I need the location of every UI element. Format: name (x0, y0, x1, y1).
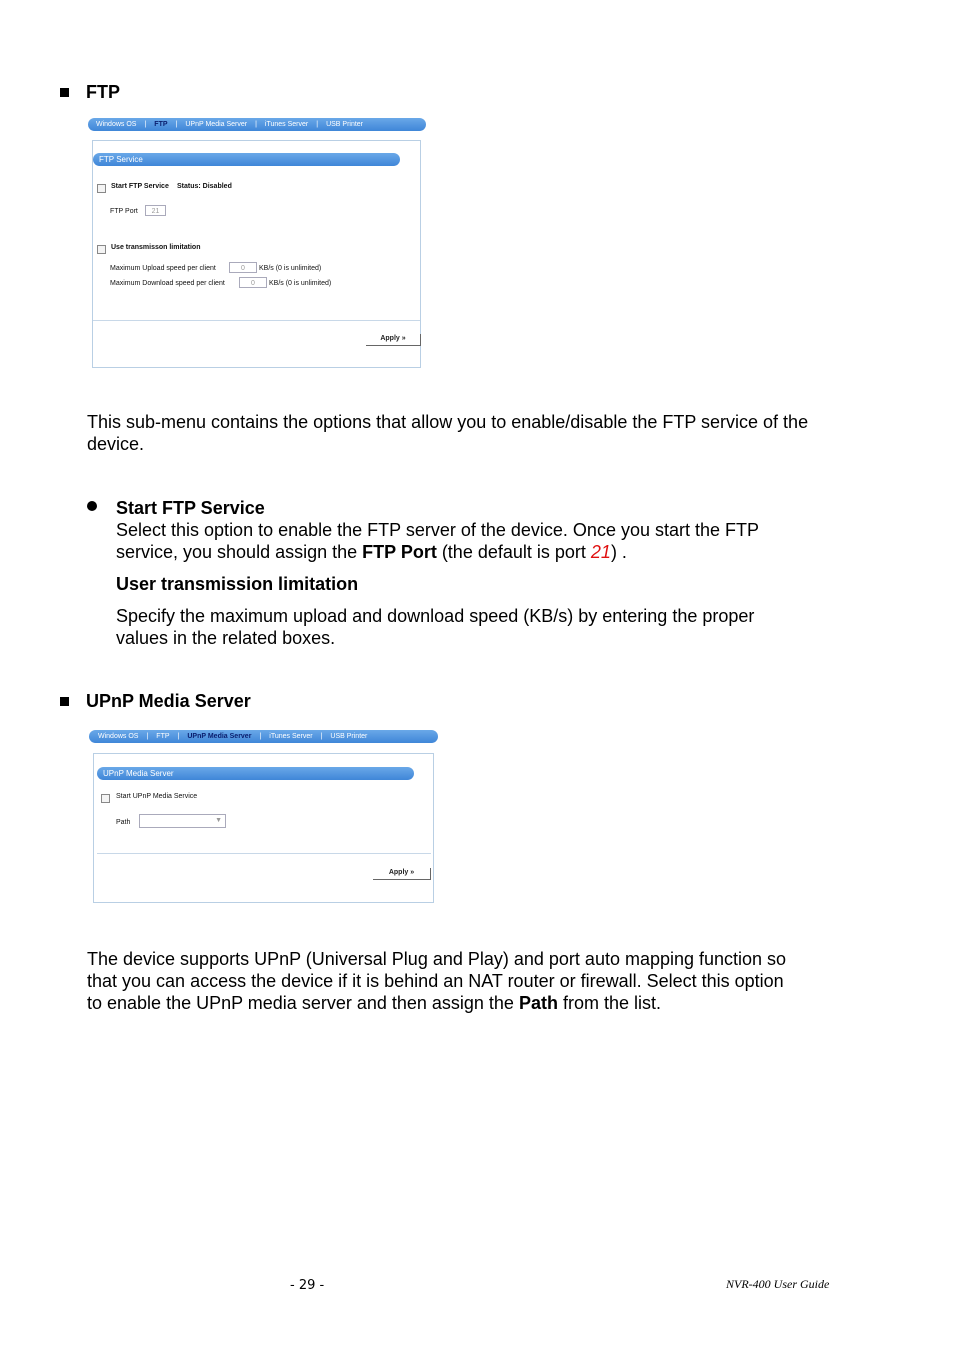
path-select[interactable] (139, 814, 226, 828)
start-upnp-label: Start UPnP Media Service (116, 793, 198, 800)
ftp-port-label: FTP Port (110, 208, 138, 215)
tab-ftp[interactable]: FTP (154, 121, 168, 128)
ftp-status-label: Status: Disabled (177, 183, 232, 190)
tab-usb-printer[interactable]: USB Printer (326, 121, 364, 128)
tab-windows-os[interactable]: Windows OS (96, 121, 137, 128)
nav-separator: | (144, 121, 147, 128)
guide-name: NVR-400 User Guide (726, 1277, 830, 1291)
ftp-nav-bar (88, 118, 426, 131)
nav-separator: | (146, 733, 149, 740)
start-ftp-desc-2e: ) . (610, 542, 627, 562)
nav-separator: | (316, 121, 319, 128)
tab-upnp-media-server[interactable]: UPnP Media Server (187, 733, 252, 740)
upnp-heading-text: UPnP Media Server (86, 691, 251, 711)
start-ftp-label: Start FTP Service (111, 183, 169, 190)
chevron-down-icon: ▼ (215, 817, 222, 824)
ftp-panel-title: FTP Service (93, 153, 400, 166)
path-label: Path (116, 819, 131, 826)
download-speed-input[interactable]: 0 (239, 277, 267, 288)
start-ftp-title: Start FTP Service (116, 498, 265, 518)
upnp-heading (60, 691, 251, 712)
start-ftp-desc-1: Select this option to enable the FTP server of the device. Once you start the FTP (116, 520, 759, 540)
page-number: - 29 - (290, 1278, 325, 1293)
user-limit-title: User transmission limitation (116, 574, 359, 594)
nav-separator: | (255, 121, 257, 128)
tab-itunes-server[interactable]: iTunes Server (269, 733, 313, 740)
ftp-intro-paragraph: This sub-menu contains the options that allow you to enable/disable the FTP service of the device. (87, 412, 809, 454)
upnp-nav-bar (89, 730, 438, 743)
start-ftp-desc-2a: service, you should assign the (116, 542, 363, 562)
tab-usb-printer[interactable]: USB Printer (330, 733, 368, 740)
tab-upnp-media-server[interactable]: UPnP Media Server (185, 121, 248, 128)
upload-speed-input[interactable]: 0 (229, 262, 257, 273)
upnp-apply-button[interactable]: Apply » (373, 868, 431, 880)
start-ftp-block (116, 497, 856, 563)
user-limit-desc-2: values in the related boxes. (116, 628, 336, 648)
square-bullet-icon (60, 88, 69, 97)
user-limit-desc (116, 605, 856, 649)
upnp-line-3c: from the list. (557, 993, 661, 1013)
panel-divider (97, 853, 431, 854)
upload-unit-label: KB/s (0 is unlimited) (259, 265, 322, 272)
ftp-port-term: FTP Port (362, 542, 437, 562)
nav-separator: | (177, 733, 180, 740)
path-term: Path (518, 993, 558, 1013)
upnp-panel-title: UPnP Media Server (97, 767, 414, 780)
download-speed-label: Maximum Download speed per client (110, 280, 225, 287)
tab-windows-os[interactable]: Windows OS (98, 733, 139, 740)
start-ftp-desc-2c: (the default is port (436, 542, 591, 562)
square-bullet-icon (60, 697, 69, 706)
upnp-paragraph (87, 948, 867, 1014)
nav-separator: | (259, 733, 262, 740)
nav-separator: | (175, 121, 178, 128)
nav-separator: | (320, 733, 323, 740)
tab-ftp[interactable]: FTP (156, 733, 170, 740)
default-port-value: 21 (590, 542, 611, 562)
user-limit-desc-1: Specify the maximum upload and download speed (KB/s) by entering the proper (116, 606, 755, 626)
ftp-apply-button[interactable]: Apply » (366, 334, 421, 346)
tab-itunes-server[interactable]: iTunes Server (264, 121, 309, 128)
upnp-line-2: that you can access the device if it is behind an NAT router or firewall. Select this option (87, 971, 784, 991)
download-unit-label: KB/s (0 is unlimited) (269, 280, 332, 287)
start-ftp-checkbox[interactable] (97, 184, 106, 193)
ftp-port-input[interactable]: 21 (145, 205, 166, 216)
round-bullet-icon (87, 501, 97, 511)
ftp-heading-text: FTP (86, 82, 120, 102)
upnp-line-1: The device supports UPnP (Universal Plug and Play) and port auto mapping function so (87, 949, 787, 969)
ftp-heading (60, 82, 120, 103)
upnp-line-3a: to enable the UPnP media server and then assign the (87, 993, 519, 1013)
transmission-limit-label: Use transmisson limitation (111, 244, 201, 251)
panel-divider (93, 320, 420, 321)
upload-speed-label: Maximum Upload speed per client (110, 265, 216, 272)
transmission-limit-checkbox[interactable] (97, 245, 106, 254)
start-upnp-checkbox[interactable] (101, 794, 110, 803)
